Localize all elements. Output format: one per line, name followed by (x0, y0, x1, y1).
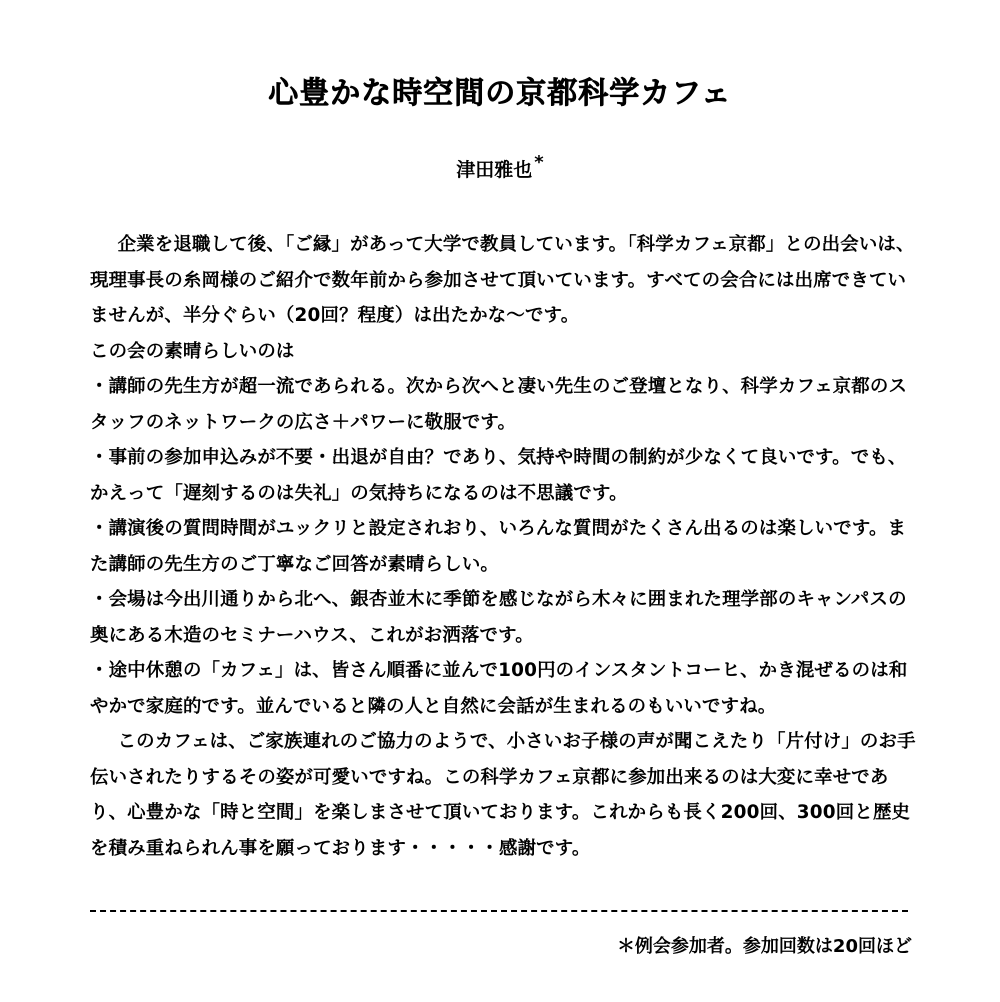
paragraph-closing: このカフェは、ご家族連れのご協力のようで、小さいお子様の声が聞こえたり「片付け」のお手伝いされたりするその姿が可愛いですね。この科学カフェ京都に参加出来るのは大変に幸せであり、心豊かな「時と空間」を楽しまさせて頂いております。これからも長く200回、300回と歴史を積み重ねられん事を願っております・・・・・感謝です。 (90, 731, 916, 859)
author-name: 津田雅也 (456, 159, 533, 181)
document-title: 心豊かな時空間の京都科学カフェ (268, 76, 732, 111)
bullet-item-registration: ・事前の参加申込みが不要・出退が自由？であり、気持や時間の制約が少なくて良いです。でも、かえって「遅刻するのは失礼」の気持ちになるのは不思議です。 (90, 447, 907, 504)
author-line (0, 148, 1000, 185)
bullet-item-lecturers: ・講師の先生方が超一流であられる。次から次へと凄い先生のご登壇となり、科学カフェ京都のスタッフのネットワークの広さ＋パワーに敬服です。 (90, 376, 908, 433)
paragraph-intro: 企業を退職して後、「ご縁」があって大学で教員しています。「科学カフェ京都」との出会いは、現理事長の糸岡様のご紹介で数年前から参加させて頂いています。すべての会合には出席できていませんが、半分ぐらい（20回？程度）は出たかな～です。 (90, 234, 915, 326)
dashed-divider (90, 910, 908, 912)
bullet-item-cafe-break: ・途中休憩の「カフェ」は、皆さん順番に並んで100円のインスタントコーヒ、かき混ぜるのは和やかで家庭的です。並んでいると隣の人と自然に会話が生まれるのもいいですね。 (90, 660, 908, 717)
paragraph-lead-in: この会の素晴らしいのは (90, 340, 295, 362)
article-body (90, 227, 920, 866)
author-footnote-mark: * (534, 152, 544, 173)
bullet-item-venue: ・会場は今出川通りから北へ、銀杏並木に季節を感じながら木々に囲まれた理学部のキャンパスの奥にある木造のセミナーハウス、これがお洒落です。 (90, 589, 907, 646)
footnote: ＊例会参加者。参加回数は20回ほど (616, 936, 912, 957)
bullet-item-questions: ・講演後の質問時間がユックリと設定されおり、いろんな質問がたくさん出るのは楽しいです。また講師の先生方のご丁寧なご回答が素晴らしい。 (90, 518, 907, 575)
